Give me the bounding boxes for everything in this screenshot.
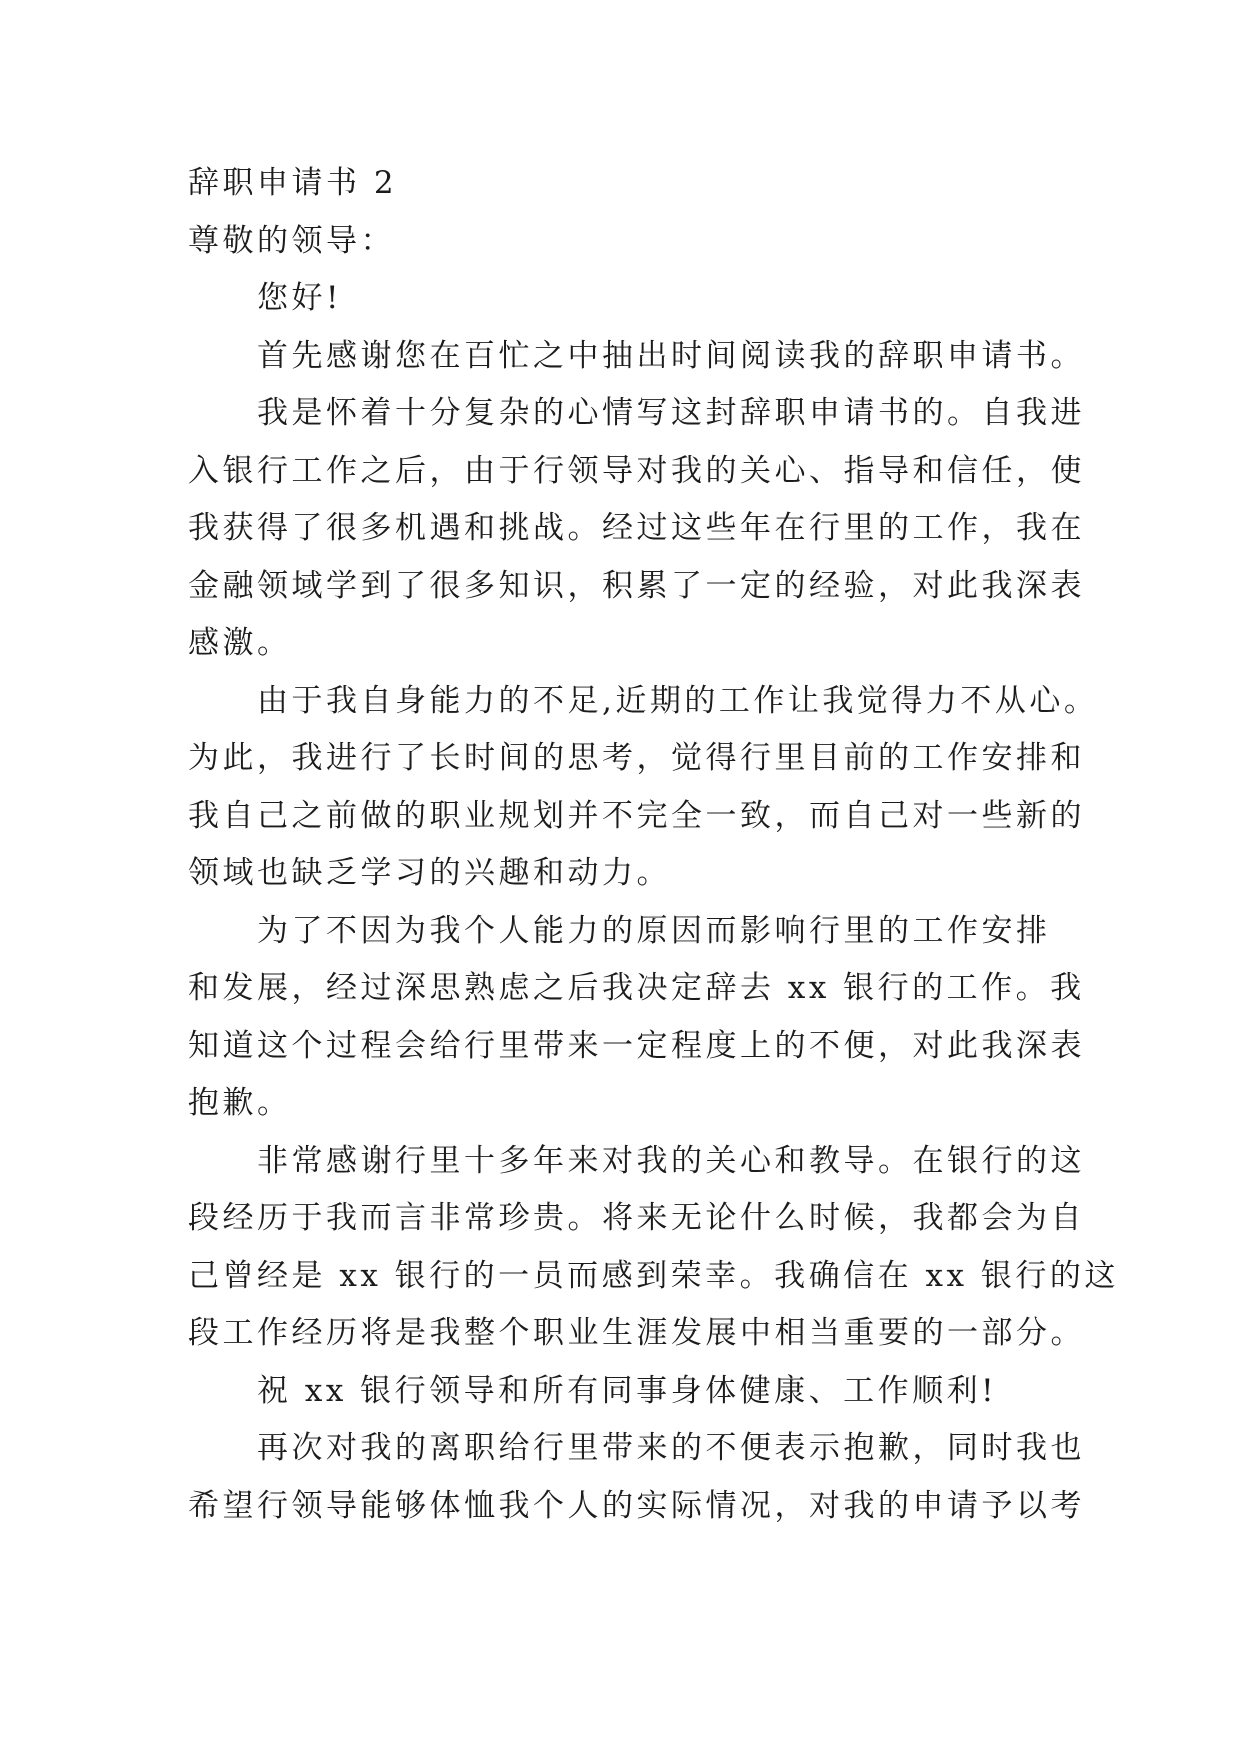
body-line: 抱歉。 [188, 1085, 292, 1121]
letter-body-lines [188, 270, 1119, 1535]
body-line: 金融领域学到了很多知识，积累了一定的经验，对此我深表 [188, 567, 1085, 604]
document-title: 辞职申请书 2 [188, 165, 398, 201]
body-line: 知道这个过程会给行里带来一定程度上的不便，对此我深表 [188, 1027, 1085, 1064]
body-line: 祝 xx 银行领导和所有同事身体健康、工作顺利! [257, 1372, 998, 1409]
document-body [188, 155, 1119, 1535]
body-line: 为了不因为我个人能力的原因而影响行里的工作安排 [257, 912, 1051, 949]
body-line: 您好! [257, 280, 342, 316]
body-line: 希望行领导能够体恤我个人的实际情况，对我的申请予以考 [188, 1487, 1085, 1524]
body-line: 我自己之前做的职业规划并不完全一致，而自己对一些新的 [188, 797, 1085, 834]
body-line: 非常感谢行里十多年来对我的关心和教导。在银行的这 [257, 1142, 1085, 1179]
body-line: 首先感谢您在百忙之中抽出时间阅读我的辞职申请书。 [257, 337, 1085, 374]
body-line: 段工作经历将是我整个职业生涯发展中相当重要的一部分。 [188, 1315, 1085, 1351]
body-line: 入银行工作之后，由于行领导对我的关心、指导和信任，使 [188, 452, 1085, 489]
body-line: 为此，我进行了长时间的思考，觉得行里目前的工作安排和 [188, 740, 1085, 776]
body-line: 感激。 [188, 625, 292, 661]
body-line: 我获得了很多机遇和挑战。经过这些年在行里的工作，我在 [188, 510, 1085, 546]
body-line: 再次对我的离职给行里带来的不便表示抱歉，同时我也 [257, 1430, 1085, 1466]
body-line: 领域也缺乏学习的兴趣和动力。 [188, 855, 671, 891]
body-line: 段经历于我而言非常珍贵。将来无论什么时候，我都会为自 [188, 1200, 1085, 1236]
body-line: 己曾经是 xx 银行的一员而感到荣幸。我确信在 xx 银行的这 [188, 1257, 1119, 1294]
body-line: 我是怀着十分复杂的心情写这封辞职申请书的。自我进 [257, 395, 1085, 431]
body-line: 和发展，经过深思熟虑之后我决定辞去 xx 银行的工作。我 [188, 970, 1085, 1006]
salutation: 尊敬的领导： [188, 222, 395, 259]
body-line: 由于我自身能力的不足,近期的工作让我觉得力不从心。 [257, 682, 1099, 719]
